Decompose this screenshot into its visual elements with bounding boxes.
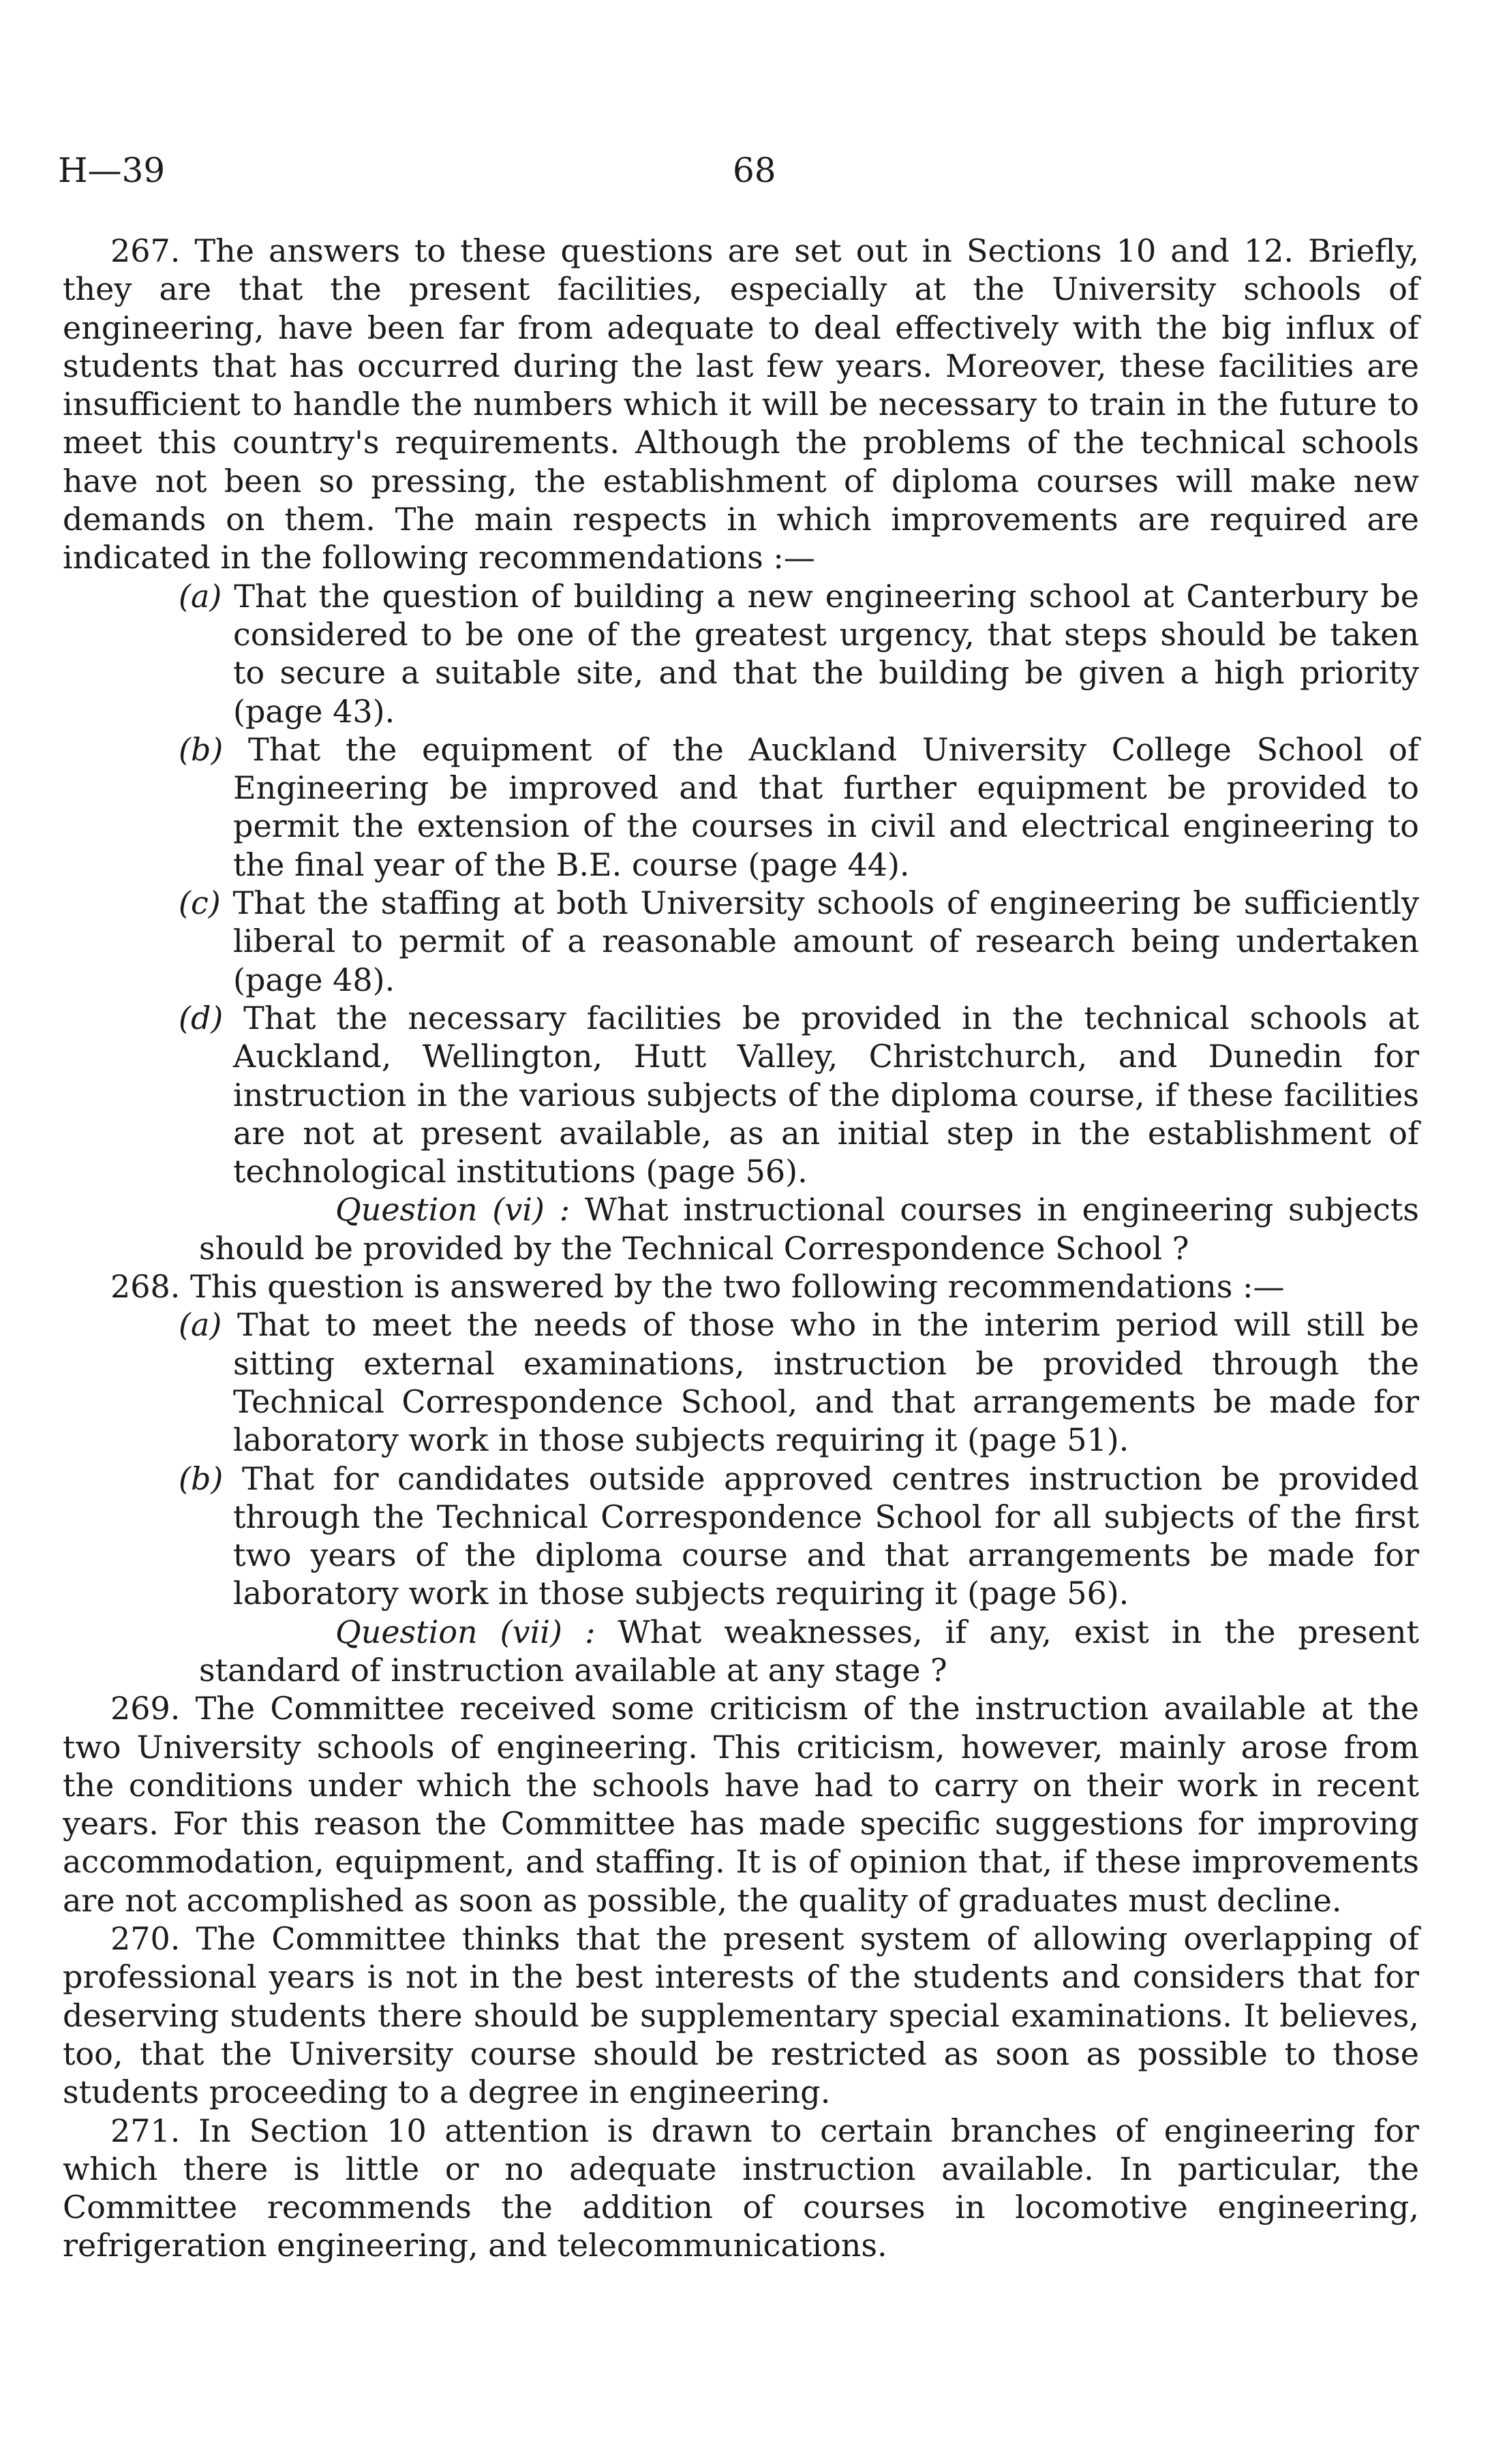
recommendation-label: (b) bbox=[179, 730, 224, 768]
document-reference: H—39 bbox=[58, 151, 166, 190]
recommendation-label: (a) bbox=[179, 1306, 222, 1344]
paragraph-271: 271. In Section 10 attention is drawn to certain branches of engineering for which there is little or no adequate instruction available. In particular, the Committee recommends the addition of courses in locomotive engineering, refrigeration engineering, and telecommunications. bbox=[63, 2112, 1419, 2264]
recommendation-text: That the staffing at both University schools of engineering be sufficiently liberal to permit of a reasonable amount of research being undertaken (page 48). bbox=[232, 884, 1420, 998]
recommendation-267-a bbox=[63, 577, 1419, 730]
recommendation-267-b bbox=[63, 730, 1419, 884]
recommendation-text: That the equipment of the Auckland University College School of Engineering be improved and that further equipment be provided to permit the extension of the courses in civil and electrical engineering to the final year of the B.E. course (page 44). bbox=[233, 730, 1420, 883]
page-number: 68 bbox=[733, 151, 776, 190]
question-vi bbox=[63, 1190, 1419, 1267]
page-header bbox=[58, 147, 1449, 194]
recommendation-268-b bbox=[63, 1460, 1419, 1613]
question-text: What weaknesses, if any, exist in the present standard of instruction available at any stage ? bbox=[199, 1613, 1420, 1689]
document-body bbox=[63, 232, 1419, 2265]
recommendation-label: (a) bbox=[179, 577, 222, 615]
recommendation-267-d bbox=[63, 999, 1419, 1190]
recommendation-label: (d) bbox=[179, 999, 224, 1036]
recommendation-label: (c) bbox=[179, 884, 221, 922]
recommendation-267-c bbox=[63, 884, 1419, 999]
recommendation-label: (b) bbox=[179, 1460, 224, 1497]
recommendation-text: That the question of building a new engineering school at Canterbury be considered to be one of the greatest urgency, that steps should be taken to secure a suitable site, and that the building be given a high priority (page 43). bbox=[233, 577, 1420, 730]
paragraph-268: 268. This question is answered by the two following recommendations :— bbox=[110, 1268, 1285, 1306]
question-vii bbox=[63, 1613, 1419, 1690]
question-label: Question (vi) : bbox=[335, 1191, 570, 1229]
recommendation-text: That the necessary facilities be provided in the technical schools at Auckland, Wellington, Hutt Valley, Christchurch, and Dunedin for instruction in the various subjects of the diploma course, if these facilities are not at present available, as an initial step in the establishment of technological institutions (page 56). bbox=[233, 999, 1420, 1190]
recommendation-text: That to meet the needs of those who in the interim period will still be sitting external examinations, instruction be provided through the Technical Correspondence School, and that arrangements be made for laboratory work in those subjects requiring it (page 51). bbox=[233, 1306, 1419, 1459]
question-label: Question (vii) : bbox=[335, 1613, 596, 1650]
paragraph-270: 270. The Committee thinks that the present system of allowing overlapping of professional years is not in the best interests of the students and considers that for deserving students there should be supplementary special examinations. It believes, too, that the University course should be restricted as soon as possible to those students proceeding to a degree in engineering. bbox=[63, 1920, 1419, 2111]
paragraph-269: 269. The Committee received some criticism of the instruction available at the two University schools of engineering. This criticism, however, mainly arose from the conditions under which the schools have had to carry on their work in recent years. For this reason the Committee has made specific suggestions for improving accommodation, equipment, and staffing. It is of opinion that, if these improvements are not accomplished as soon as possible, the quality of graduates must decline. bbox=[63, 1690, 1419, 1919]
paragraph-267: 267. The answers to these questions are set out in Sections 10 and 12. Briefly, they are that the present facilities, especially at the University schools of engineering, have been far from adequate to deal effectively with the big influx of students that has occurred during the last few years. Moreover, these facilities are insufficient to handle the numbers which it will be necessary to train in the future to meet this country's requirements. Although the problems of the technical schools have not been so pressing, the establishment of diploma courses will make new demands on them. The main respects in which improvements are required are indicated in the following recommendations :— bbox=[63, 232, 1419, 576]
recommendation-text: That for candidates outside approved centres instruction be provided through the Technical Correspondence School for all subjects of the first two years of the diploma course and that arrangements be made for laboratory work in those subjects requiring it (page 56). bbox=[233, 1460, 1419, 1612]
recommendation-268-a bbox=[63, 1306, 1419, 1459]
question-text: What instructional courses in engineering subjects should be provided by the Technical Correspondence School ? bbox=[199, 1191, 1419, 1267]
